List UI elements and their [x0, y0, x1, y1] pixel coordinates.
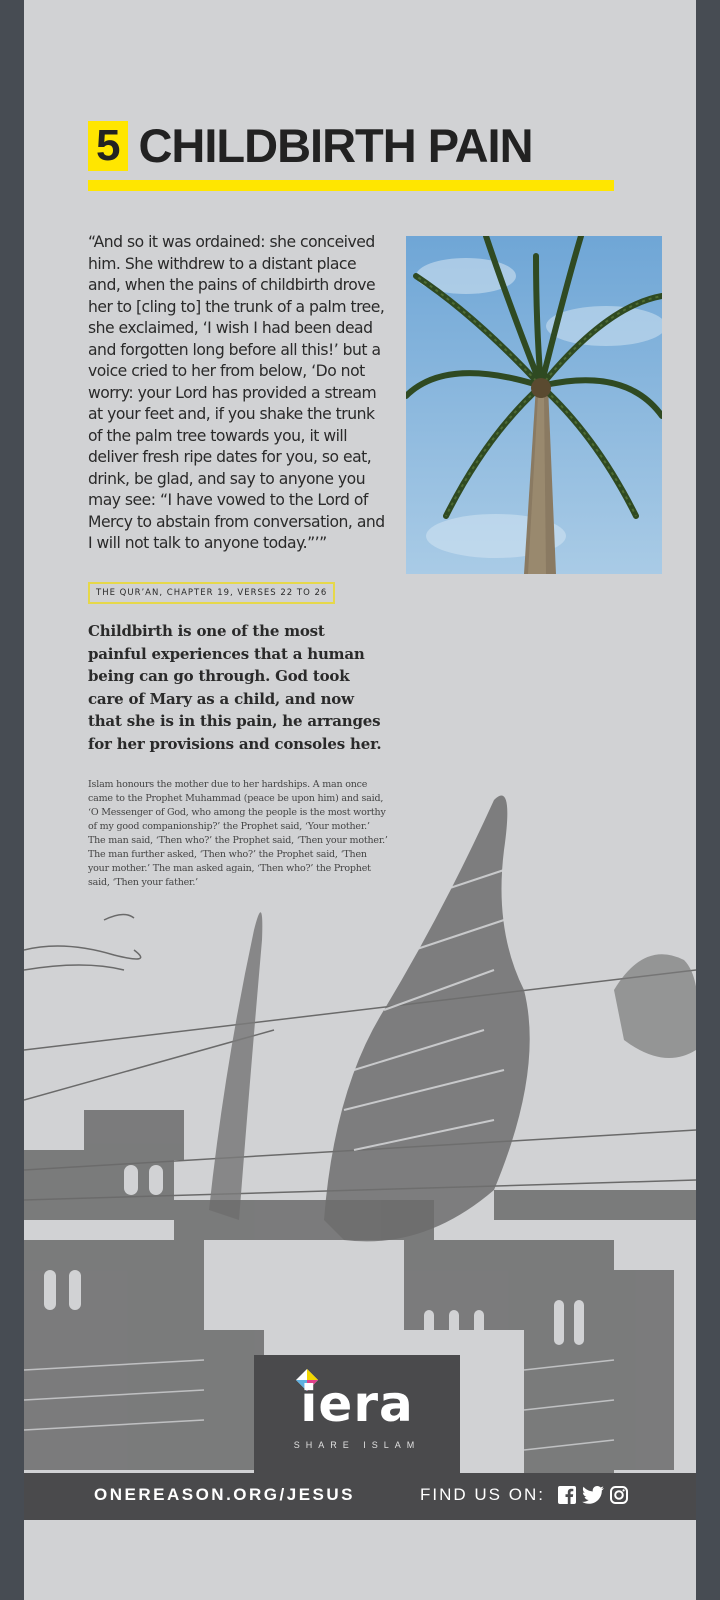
title-underline — [88, 180, 614, 191]
website-link[interactable]: ONEREASON.ORG/JESUS — [94, 1485, 355, 1504]
palm-tree-photo — [406, 236, 662, 574]
quran-quote: “And so it was ordained: she conceived him. She withdrew to a distant place and, when the pains of childbirth drove her to [cling to] the trunk of a palm tree, she exclaimed, ‘I wish I had been dead and forgotten long before all this!’ but a voice cried to her from below, ‘Do not worry: your Lord has provided a stream at your feet and, if you shake the trunk of the palm tree towards you, it will deliver fresh ripe dates for you, so eat, drink, be glad, and say to anyone you may see: “I have vowed to the Lord of Mercy to abstain from conversation, and I will not talk to anyone today.”’” — [88, 233, 385, 552]
body-paragraph: Islam honours the mother due to her hardships. A man once came to the Prophet Muhammad (peace be upon him) and said, ‘O Messenger of God, who among the people is the most worthy of my good companionship?’ the Prophet said, ‘Your mother.’ The man said, ‘Then who?’ the Prophet said, ‘Then your mother.’ The man further asked, ‘Then who?’ the Prophet said, ‘Then your mother.’ The man asked again, ‘Then who?’ the Prophet said, ‘Then your father.’ — [88, 779, 388, 888]
title-row — [88, 118, 614, 174]
title-block — [88, 118, 614, 191]
page-title: CHILDBIRTH PAIN — [138, 119, 533, 172]
lead-paragraph: Childbirth is one of the most painful experiences that a human being can go through. God took care of Mary as a child, and now that she is in this pain, he arranges for her provisions and consoles her. — [88, 622, 382, 753]
footer-bar — [24, 1473, 696, 1520]
logo-tagline: SHARE ISLAM — [293, 1440, 421, 1450]
iera-logo — [254, 1355, 460, 1473]
social-icons — [558, 1486, 628, 1504]
instagram-icon[interactable] — [610, 1486, 628, 1504]
quote-source: THE QUR’AN, CHAPTER 19, VERSES 22 TO 26 — [88, 582, 335, 604]
logo-wordmark: iera — [300, 1375, 414, 1433]
twitter-icon[interactable] — [582, 1486, 604, 1504]
poster-panel — [24, 0, 696, 1600]
section-number: 5 — [88, 121, 128, 171]
facebook-icon[interactable] — [558, 1486, 576, 1504]
find-us-label: FIND US ON: — [420, 1485, 545, 1504]
